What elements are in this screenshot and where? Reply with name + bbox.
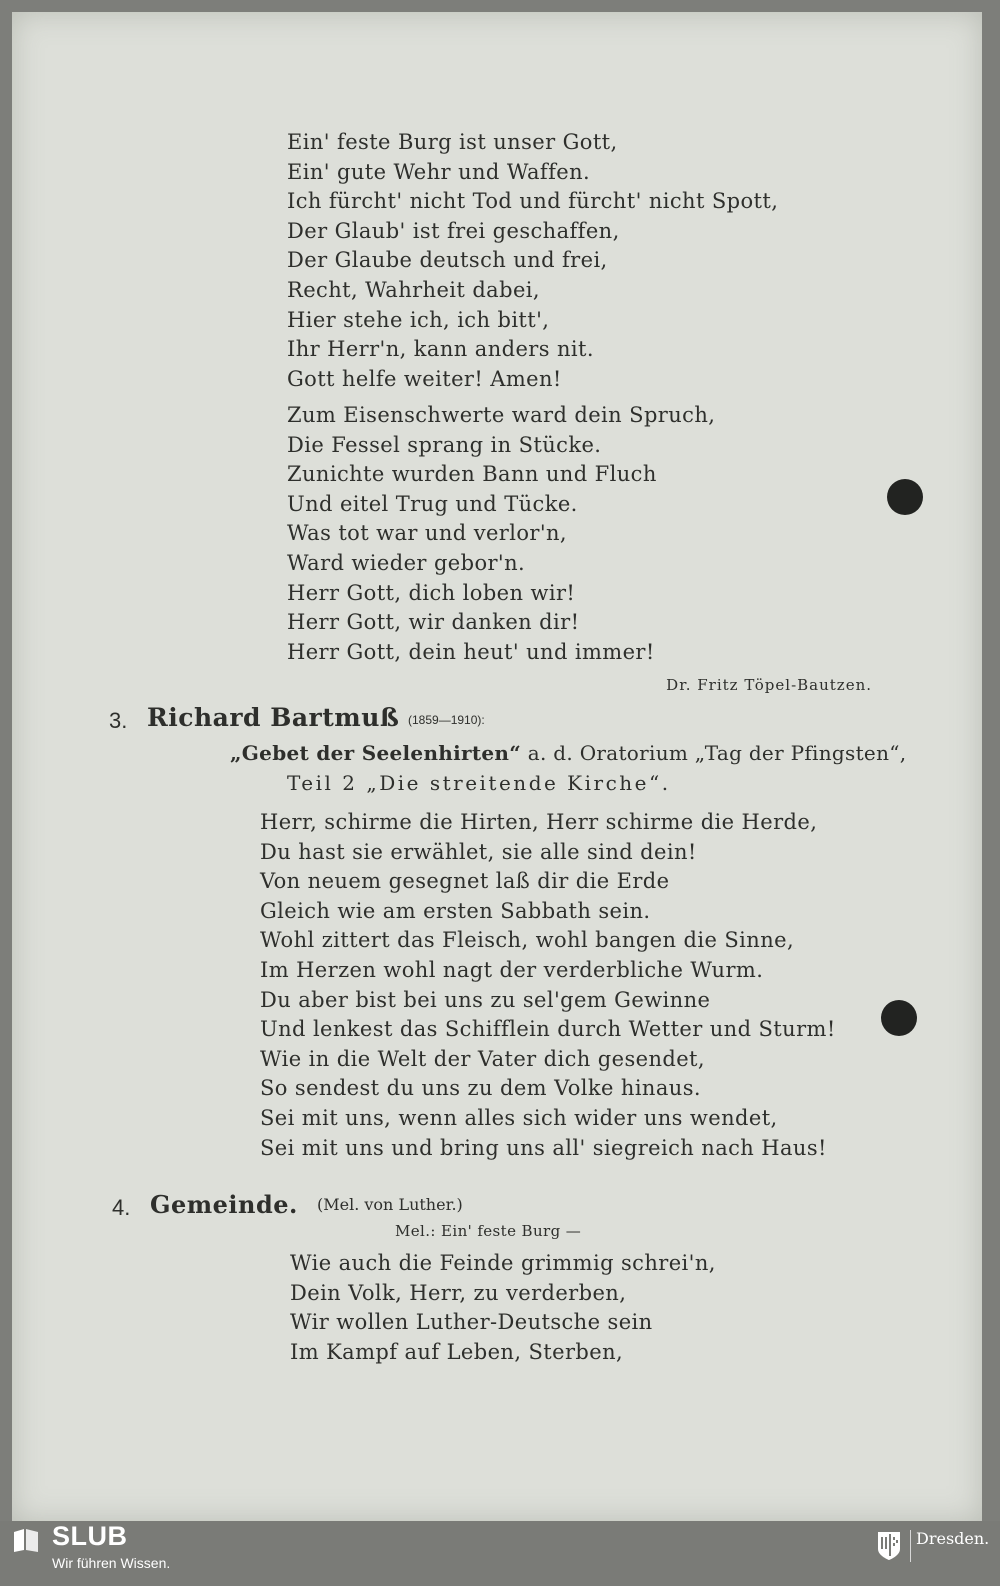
hymn-attribution: Dr. Fritz Töpel-Bautzen. <box>666 676 872 694</box>
footer-divider <box>910 1530 911 1562</box>
verse-line: Und lenkest das Schifflein durch Wetter und Sturm! <box>260 1017 836 1042</box>
punch-hole <box>881 1000 917 1036</box>
verse-line: Ich fürcht' nicht Tod und fürcht' nicht Spott, <box>287 189 779 214</box>
verse-line: Recht, Wahrheit dabei, <box>287 277 540 302</box>
verse-line: Der Glaub' ist frei geschaffen, <box>287 218 620 243</box>
verse-line: Ein' feste Burg ist unser Gott, <box>287 130 618 154</box>
hymn-stanza-2 <box>287 401 715 667</box>
footer-bar <box>0 1521 1000 1586</box>
verse-line: Zunichte wurden Bann und Fluch <box>287 462 657 487</box>
section-4-number: 4. <box>112 1195 131 1220</box>
verse-line: Wohl zittert das Fleisch, wohl bangen die Sinne, <box>260 928 795 953</box>
verse-line: Du aber bist bei uns zu sel'gem Gewinne <box>260 987 711 1012</box>
work-title <box>230 741 906 765</box>
slub-book-icon <box>12 1526 40 1554</box>
slub-brand[interactable]: SLUB <box>52 1521 128 1551</box>
verse-line: Wie auch die Feinde grimmig schrei'n, <box>290 1251 716 1275</box>
hymn-stanza-4 <box>290 1249 716 1367</box>
verse-line: Gleich wie am ersten Sabbath sein. <box>260 898 651 923</box>
hymn-stanza-1 <box>287 128 778 394</box>
verse-line: Du hast sie erwählet, sie alle sind dein! <box>260 839 697 864</box>
verse-line: Was tot war und verlor'n, <box>287 521 568 546</box>
composer-name: Richard Bartmuß <box>147 703 400 732</box>
dresden-wordmark[interactable]: Dresden. <box>916 1529 990 1548</box>
verse-line: Herr Gott, dich loben wir! <box>287 580 576 605</box>
verse-line: Herr Gott, dein heut' und immer! <box>287 639 655 664</box>
verse-line: Wie in die Welt der Vater dich gesendet, <box>260 1046 705 1071</box>
punch-hole <box>887 479 923 515</box>
verse-line: Von neuem gesegnet laß dir die Erde <box>260 869 670 894</box>
work-part: Teil 2 „Die streitende Kirche“. <box>287 771 671 795</box>
verse-line: Die Fessel sprang in Stücke. <box>287 432 602 457</box>
melody-reference: Mel.: Ein' feste Burg — <box>395 1222 582 1240</box>
verse-line: So sendest du uns zu dem Volke hinaus. <box>260 1076 701 1101</box>
section-3-number: 3. <box>109 708 128 733</box>
verse-line: Herr Gott, wir danken dir! <box>287 610 580 635</box>
verse-line: Herr, schirme die Hirten, Herr schirme die Herde, <box>260 810 818 834</box>
verse-line: Sei mit uns, wenn alles sich wider uns wendet, <box>260 1105 778 1130</box>
verse-line: Und eitel Trug und Tücke. <box>287 491 578 516</box>
verse-line: Ward wieder gebor'n. <box>287 550 526 575</box>
melody-note: (Mel. von Luther.) <box>317 1195 463 1214</box>
work-title-main: „Gebet der Seelenhirten“ <box>230 741 522 765</box>
work-title-source: a. d. Oratorium „Tag der Pfingsten“, <box>521 741 907 765</box>
verse-line: Der Glaube deutsch und frei, <box>287 248 608 273</box>
document-page <box>12 12 982 1522</box>
verse-line: Im Kampf auf Leben, Sterben, <box>290 1339 624 1364</box>
verse-line: Wir wollen Luther-Deutsche sein <box>290 1310 653 1335</box>
verse-line: Hier stehe ich, ich bitt', <box>287 307 550 332</box>
verse-line: Sei mit uns und bring uns all' siegreich nach Haus! <box>260 1135 827 1160</box>
verse-line: Zum Eisenschwerte ward dein Spruch, <box>287 403 716 427</box>
verse-line: Im Herzen wohl nagt der verderbliche Wurm. <box>260 957 764 982</box>
prayer-text <box>260 808 836 1163</box>
section-4-heading: Gemeinde. <box>150 1190 298 1219</box>
verse-line: Ihr Herr'n, kann anders nit. <box>287 337 594 362</box>
verse-line: Dein Volk, Herr, zu verderben, <box>290 1280 627 1305</box>
dresden-crest-icon <box>877 1531 901 1561</box>
composer-dates: (1859—1910): <box>408 713 485 727</box>
verse-line: Gott helfe weiter! Amen! <box>287 366 562 391</box>
verse-line: Ein' gute Wehr und Waffen. <box>287 159 591 184</box>
slub-tagline: Wir führen Wissen. <box>52 1555 171 1571</box>
